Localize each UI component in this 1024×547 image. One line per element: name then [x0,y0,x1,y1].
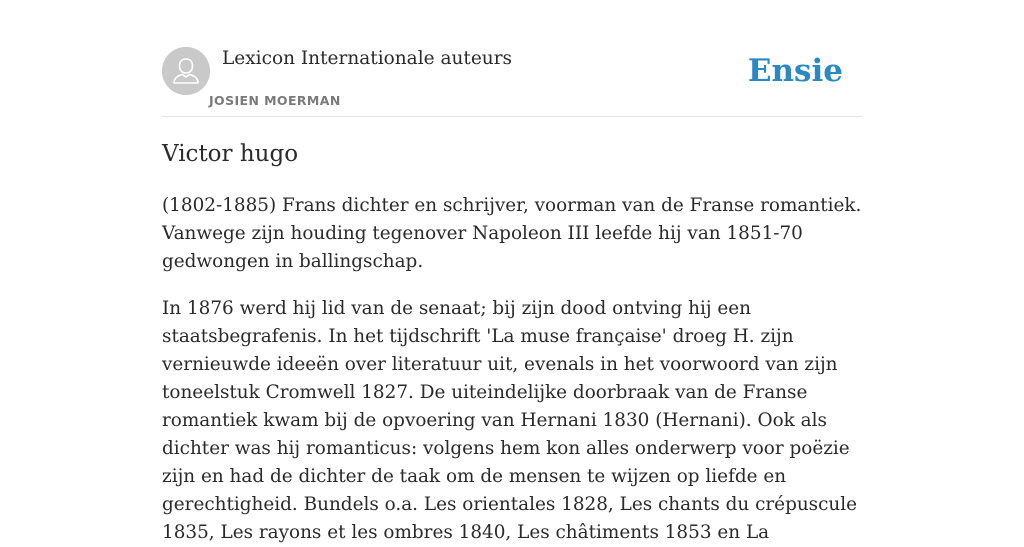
author-name[interactable]: JOSIEN MOERMAN [209,93,341,108]
avatar[interactable] [162,47,210,95]
entry-paragraph: In 1876 werd hij lid van de senaat; bij zijn dood ontving hij een staatsbegrafenis. In het tijdschrift 'La muse française' droeg H. zijn vernieuwde ideeën over literatuur uit, evenals in het voorwoord van zijn toneelstuk Cromwell 1827. De uiteindelijke doorbraak van de Franse romantiek kwam bij de opvoering van Hernani 1830 (Hernani). Ook als dichter was hij romanticus: volgens hem kon alles onderwerp voor poëzie zijn en had de dichter de taak om de mensen te wijzen op liefde en gerechtigheid. Bundels o.a. Les orientales 1828, Les chants du crépuscule 1835, Les rayons et les ombres 1840, Les châtiments 1853 en La [162,298,858,543]
entry-title: Victor hugo [162,141,299,167]
source-header [162,47,862,117]
entry-body [162,192,862,547]
user-avatar-icon [162,47,210,95]
brand-logo[interactable]: Ensie [747,53,843,89]
entry-paragraph: (1802-1885) Frans dichter en schrijver, voorman van de Franse romantiek. Vanwege zijn houding tegenover Napoleon III leefde hij van 1851-70 gedwongen in ballingschap. [162,195,862,272]
entry-content [162,136,862,547]
source-title[interactable]: Lexicon Internationale auteurs [222,48,513,69]
